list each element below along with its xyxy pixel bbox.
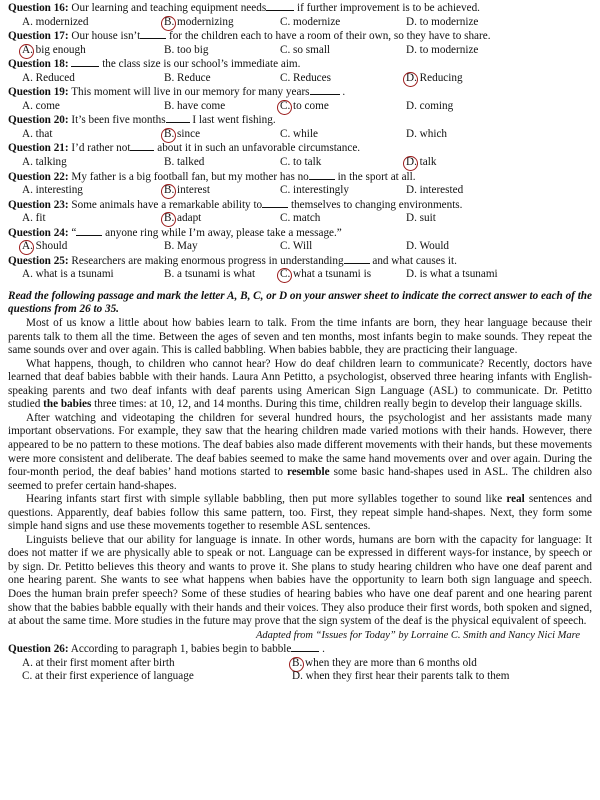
answer-blank bbox=[71, 57, 99, 67]
question-stem bbox=[8, 226, 592, 241]
answer-option: D. is what a tsunami bbox=[406, 268, 498, 281]
answer-options bbox=[8, 100, 592, 114]
answer-option: A. that bbox=[22, 127, 53, 140]
selected-answer-option: A. big enough bbox=[22, 44, 164, 58]
answer-option: A. modernized bbox=[22, 15, 89, 28]
answer-option: A. fit bbox=[22, 212, 46, 225]
answer-option: C. Reduces bbox=[280, 71, 331, 84]
answer-blank bbox=[266, 1, 294, 11]
selected-answer-option: B. modernizing bbox=[164, 16, 280, 30]
question-text-after: about it in such an unfavorable circumstance. bbox=[157, 142, 361, 155]
question-stem bbox=[8, 113, 592, 128]
question-text-before: “ bbox=[71, 226, 77, 239]
question-block bbox=[8, 85, 592, 113]
answer-blank bbox=[76, 226, 102, 236]
question-text-before: Some animals have a remarkable ability to bbox=[71, 198, 263, 211]
question-text-after: themselves to changing environments. bbox=[290, 198, 463, 211]
answer-options bbox=[8, 44, 592, 58]
passage-text: What happens, though, to children who cannot hear? How do deaf children learn to communicate? Recently, doctors have learned that deaf babies babble with their hands. Laura Ann Petitto, a psychologist, observed three hearing infants with English-speaking parents and two deaf infants with deaf parents using American Sign Language (ASL) to communicate. Dr. Petitto studied bbox=[8, 357, 592, 411]
question-text-after: and what causes it. bbox=[372, 254, 457, 267]
answer-option: B. too big bbox=[164, 43, 209, 56]
answer-options bbox=[8, 657, 592, 684]
answer-option: C. to talk bbox=[280, 156, 322, 169]
answer-option: D. when they first hear their parents talk to them bbox=[292, 670, 510, 683]
question-block bbox=[8, 254, 592, 282]
question-text-after: in the sport at all. bbox=[337, 170, 416, 183]
answer-blank bbox=[140, 29, 166, 39]
passage-text: Most of us know a little about how babies learn to talk. From the time infants are born, they hear language because their parents talk to them all the time. Between the ages of seven and ten months, most infants begin to make sounds. They repeat the same sounds over and over again. This is called babbling. When babies babble, they are practicing their language. bbox=[8, 317, 592, 357]
answer-options bbox=[8, 128, 592, 142]
question-text-before: This moment will live in our memory for many years bbox=[71, 86, 310, 99]
question-text-after: . bbox=[342, 86, 346, 99]
answer-option: A. at their first moment after birth bbox=[22, 656, 175, 669]
question-text-before: It’s been five months bbox=[71, 114, 166, 127]
answer-option: A. Reduced bbox=[22, 71, 75, 84]
passage-text: Hearing infants start first with simple syllable babbling, then put more syllables together to sound like bbox=[26, 493, 507, 506]
answer-options bbox=[8, 184, 592, 198]
passage-text: Linguists believe that our ability for language is innate. In other words, humans are born with the capacity for language: It does not matter if we are physically able to speak or not. Language can be expressed in different ways-for instance, by speech or by sign. Dr. Petitto believes this theory and wants to prove it. She plans to study hearing children who have one deaf parent and one hearing parent. She wants to see what happens when babies have the opportunity to learn both sign language and speech. Does the human brain prefer speech? Some of these studies of hearing babies who have one deaf parent and one hearing parent show that the babies babble equally with their hands and their voices. They also produce their first words, both spoken and signed, at about the same time. More studies in the future may prove that the sign system of the deaf is the physical equivalent of speech. bbox=[8, 533, 592, 628]
answer-option: D. Would bbox=[406, 240, 450, 253]
reading-passage bbox=[8, 317, 592, 629]
question-number: Question 21: bbox=[8, 142, 69, 155]
answer-blank bbox=[291, 642, 319, 652]
highlighted-word: resemble bbox=[286, 466, 330, 479]
answer-option: B. a tsunami is what bbox=[164, 268, 256, 281]
question-number: Question 16: bbox=[8, 2, 69, 14]
question-text-after: . bbox=[322, 643, 325, 656]
answer-option: D. coming bbox=[406, 99, 454, 112]
question-text-after: the class size is our school’s immediate aim. bbox=[102, 58, 301, 71]
answer-option: D. which bbox=[406, 127, 448, 140]
answer-option: A. what is a tsunami bbox=[22, 268, 114, 281]
question-block bbox=[8, 29, 592, 57]
passage-paragraph bbox=[8, 534, 592, 629]
answer-blank bbox=[344, 254, 370, 264]
question-number: Question 23: bbox=[8, 198, 69, 211]
answer-option: B. Reduce bbox=[164, 71, 211, 84]
answer-options bbox=[8, 240, 592, 254]
question-text-before: According to paragraph 1, babies begin to babble bbox=[70, 643, 292, 656]
question-text-after: if further improvement is to be achieved. bbox=[297, 2, 480, 14]
answer-option: C. at their first experience of language bbox=[22, 670, 194, 683]
question-text-before: Our learning and teaching equipment needs bbox=[71, 2, 267, 14]
answer-option: C. so small bbox=[280, 43, 331, 56]
answer-option: C. while bbox=[280, 127, 318, 140]
answer-options bbox=[8, 16, 592, 30]
question-stem bbox=[8, 1, 592, 16]
question-block bbox=[8, 113, 592, 141]
question-stem bbox=[8, 642, 592, 657]
question-stem bbox=[8, 170, 592, 185]
answer-option: B. May bbox=[164, 240, 198, 253]
selected-answer-option: C. to come bbox=[280, 100, 406, 114]
selected-answer-option: D. Reducing bbox=[406, 72, 592, 86]
passage-paragraph bbox=[8, 317, 592, 358]
question-number: Question 20: bbox=[8, 114, 69, 127]
answer-option: A. interesting bbox=[22, 184, 83, 197]
question-text-after: for the children each to have a room of their own, so they have to share. bbox=[168, 30, 491, 43]
answer-option: C. interestingly bbox=[280, 184, 349, 197]
question-number: Question 17: bbox=[8, 30, 69, 43]
question-text-after: I last went fishing. bbox=[192, 114, 276, 127]
selected-answer-option: C. what a tsunami is bbox=[280, 268, 406, 282]
answer-option: A. come bbox=[22, 99, 60, 112]
question-block bbox=[8, 642, 592, 684]
question-stem bbox=[8, 141, 592, 156]
question-number: Question 26: bbox=[8, 643, 69, 656]
question-text-before: My father is a big football fan, but my mother has no bbox=[71, 170, 309, 183]
answer-options bbox=[8, 72, 592, 86]
answer-option: D. suit bbox=[406, 212, 436, 225]
passage-text: After watching and videotaping the children for several hundred hours, the psychologist and her assistants made many important observations. For example, they saw that the hearing children made varied motions with their hands. However, there appeared to be no pattern to these motions. The deaf babies also made different movements with their hands, but these movements were more consistent and deliberate. The deaf babies seemed to make the same hand movements over and over again. During the four-month period, the deaf babies’ hand motions started to bbox=[8, 411, 592, 479]
passage-paragraph bbox=[8, 412, 592, 493]
question-26 bbox=[8, 642, 592, 684]
question-number: Question 18: bbox=[8, 58, 69, 71]
question-number: Question 24: bbox=[8, 226, 69, 239]
answer-option: B. have come bbox=[164, 99, 226, 112]
highlighted-word: the babies bbox=[43, 398, 92, 411]
question-stem bbox=[8, 254, 592, 269]
selected-answer-option: B. interest bbox=[164, 184, 280, 198]
answer-options bbox=[8, 156, 592, 170]
answer-option: B. talked bbox=[164, 156, 205, 169]
selected-answer-option: A. Should bbox=[22, 240, 164, 254]
exam-page bbox=[8, 0, 592, 684]
question-text-before: I’d rather not bbox=[71, 142, 131, 155]
question-block bbox=[8, 170, 592, 198]
question-stem bbox=[8, 57, 592, 72]
question-number: Question 22: bbox=[8, 170, 69, 183]
answer-option: C. modernize bbox=[280, 15, 341, 28]
answer-option: A. talking bbox=[22, 156, 67, 169]
answer-option: C. Will bbox=[280, 240, 313, 253]
question-list bbox=[8, 1, 592, 282]
question-block bbox=[8, 141, 592, 169]
selected-answer-option: B. adapt bbox=[164, 212, 280, 226]
question-stem bbox=[8, 85, 592, 100]
passage-text: sentences and questions. Apparently, deaf babies follow this same pattern, too. First, they repeat simple hand-shapes. Next, they form some simple hand signs and use these movements together to resemble ASL sentences. bbox=[8, 493, 592, 533]
selected-answer-option: D. talk bbox=[406, 156, 592, 170]
question-stem bbox=[8, 198, 592, 213]
question-block bbox=[8, 1, 592, 29]
question-stem bbox=[8, 29, 592, 44]
answer-options bbox=[8, 212, 592, 226]
question-block bbox=[8, 198, 592, 226]
answer-blank bbox=[309, 170, 335, 180]
question-block bbox=[8, 57, 592, 85]
passage-paragraph bbox=[8, 358, 592, 412]
answer-options bbox=[8, 268, 592, 282]
passage-paragraph bbox=[8, 493, 592, 534]
answer-blank bbox=[310, 85, 340, 95]
selected-answer-option: B. when they are more than 6 months old bbox=[292, 657, 592, 671]
answer-option: D. to modernize bbox=[406, 43, 479, 56]
question-block bbox=[8, 226, 592, 254]
answer-blank bbox=[166, 113, 190, 123]
passage-text: three times: at 10, 12, and 14 months. During this time, children really begin to develop their language skills. bbox=[91, 398, 583, 411]
question-number: Question 25: bbox=[8, 254, 69, 267]
passage-text: some basic hand-shapes used in ASL. The children also seemed to prefer certain hand-shapes. bbox=[8, 466, 593, 492]
selected-answer-option: B. since bbox=[164, 128, 280, 142]
answer-option: D. to modernize bbox=[406, 15, 479, 28]
question-text-before: Our house isn’t bbox=[71, 30, 141, 43]
answer-blank bbox=[130, 141, 154, 151]
answer-blank bbox=[262, 198, 288, 208]
question-number: Question 19: bbox=[8, 86, 69, 99]
answer-option: C. match bbox=[280, 212, 321, 225]
passage-source: Adapted from “Issues for Today” by Lorraine C. Smith and Nancy Nici Mare bbox=[255, 629, 580, 641]
question-text-before: Researchers are making enormous progress in understanding bbox=[71, 254, 344, 267]
answer-option: D. interested bbox=[406, 184, 464, 197]
highlighted-word: real bbox=[506, 493, 525, 506]
question-text-after: anyone ring while I’m away, please take a message.” bbox=[105, 226, 342, 239]
passage-instruction: Read the following passage and mark the letter A, B, C, or D on your answer sheet to indicate the correct answer to each of the questions from 26 to 35. bbox=[8, 289, 592, 316]
